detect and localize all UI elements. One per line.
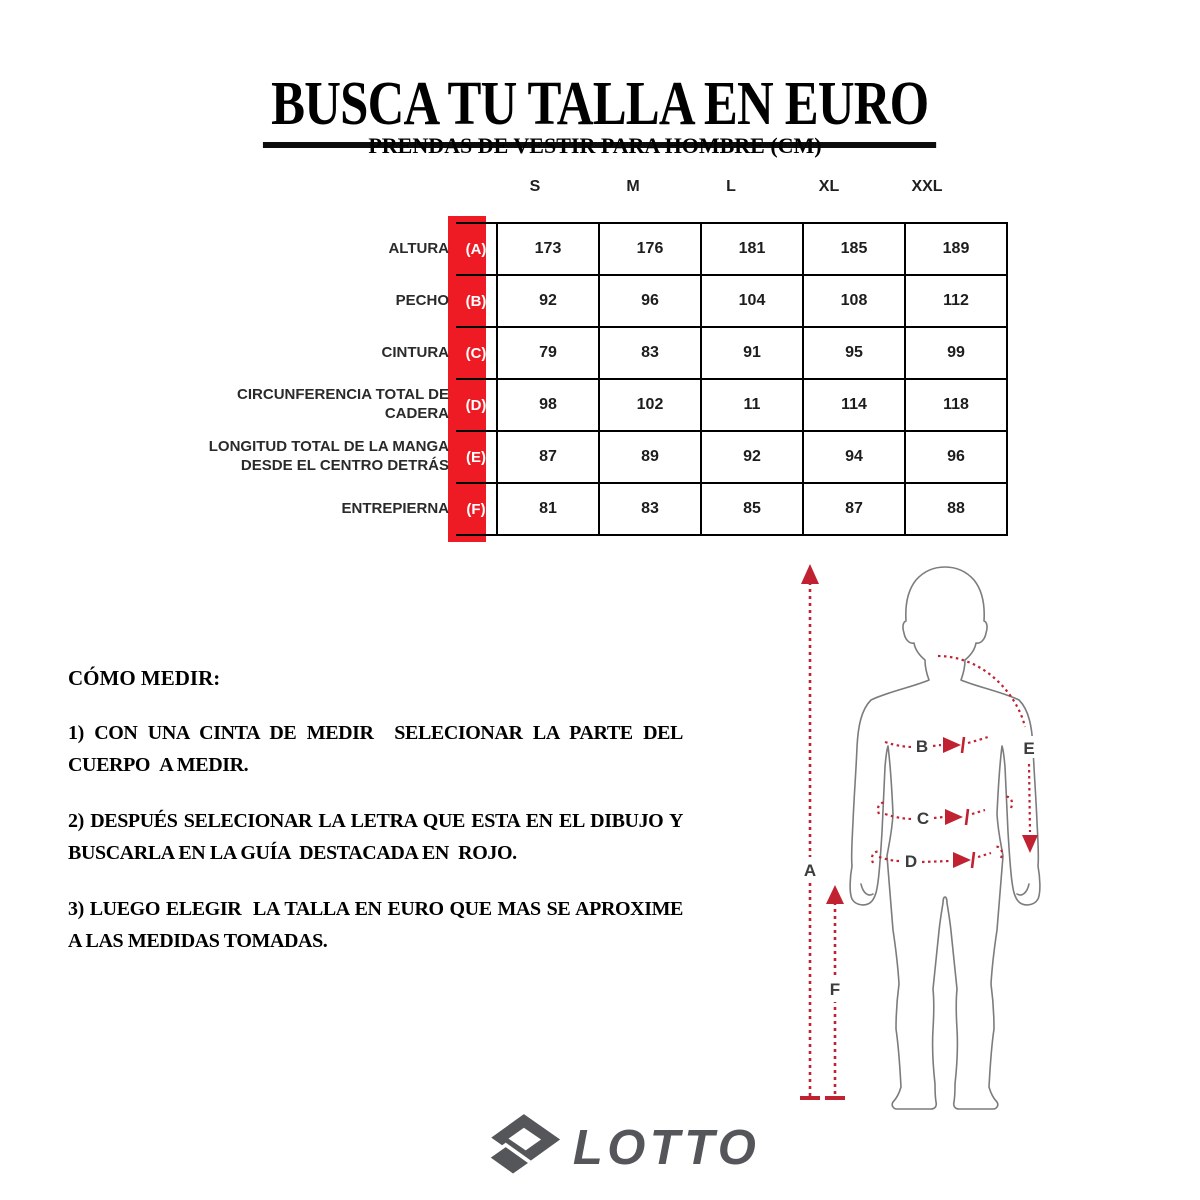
lotto-diamond-icon xyxy=(488,1114,561,1176)
size-value-cell: 87 xyxy=(803,483,905,535)
measure-line-d xyxy=(872,847,1002,871)
table-row xyxy=(180,223,1007,275)
size-value-cell: 99 xyxy=(905,327,1007,379)
row-label: LONGITUD TOTAL DE LA MANGA DESDE EL CENTRO DETRÁS xyxy=(208,438,449,474)
measurements-table xyxy=(180,222,1008,536)
size-value-cell: 181 xyxy=(701,223,803,275)
measure-label-f: F xyxy=(829,980,841,999)
row-letter-badge: (B) xyxy=(456,275,497,327)
size-column-header: L xyxy=(726,178,736,195)
size-value-cell: 96 xyxy=(599,275,701,327)
left-hand-detail xyxy=(861,884,873,895)
instruction-steps xyxy=(68,717,683,957)
measure-line-b xyxy=(885,737,988,756)
measure-line-c xyxy=(878,797,1012,828)
page-title: BUSCA TU TALLA EN EURO xyxy=(263,72,937,148)
male-figure-outline xyxy=(850,567,1040,1109)
size-value-cell: 92 xyxy=(701,431,803,483)
measure-label-a: A xyxy=(803,861,817,880)
instruction-step: 1) CON UNA CINTA DE MEDIR SELECIONAR LA PARTE DEL CUERPO A MEDIR. xyxy=(68,722,683,776)
measure-label-b: B xyxy=(915,737,929,756)
size-value-cell: 102 xyxy=(599,379,701,431)
size-column-header: XL xyxy=(818,178,840,195)
lotto-logo-graphic xyxy=(484,1112,774,1176)
size-table-block xyxy=(180,176,980,536)
measure-line-f xyxy=(825,885,845,1098)
size-value-cell: 98 xyxy=(497,379,599,431)
size-value-cell: 108 xyxy=(803,275,905,327)
table-row xyxy=(180,275,1007,327)
size-value-cell: 89 xyxy=(599,431,701,483)
table-row xyxy=(180,483,1007,535)
size-value-cell: 85 xyxy=(701,483,803,535)
header xyxy=(0,30,1200,189)
row-label: ALTURA xyxy=(388,239,449,257)
size-value-cell: 112 xyxy=(905,275,1007,327)
size-value-cell: 94 xyxy=(803,431,905,483)
size-value-cell: 83 xyxy=(599,327,701,379)
instructions-heading: CÓMO MEDIR: xyxy=(68,666,221,690)
row-letter-badge: (D) xyxy=(456,379,497,431)
size-value-cell: 79 xyxy=(497,327,599,379)
lotto-logo xyxy=(484,1112,774,1176)
size-value-cell: 92 xyxy=(497,275,599,327)
row-letter-badge: (E) xyxy=(456,431,497,483)
row-letter-badge: (C) xyxy=(456,327,497,379)
size-value-cell: 118 xyxy=(905,379,1007,431)
row-label: ENTREPIERNA xyxy=(341,499,449,517)
size-value-cell: 96 xyxy=(905,431,1007,483)
row-label: CIRCUNFERENCIA TOTAL DE CADERA xyxy=(237,386,449,422)
instruction-step: 3) LUEGO ELEGIR LA TALLA EN EURO QUE MAS SE APROXIME A LAS MEDIDAS TOMADAS. xyxy=(68,898,683,952)
body-measurement-diagram xyxy=(775,552,1125,1132)
row-label: CINTURA xyxy=(381,343,449,361)
size-value-cell: 104 xyxy=(701,275,803,327)
measure-line-e xyxy=(938,656,1039,853)
size-column-header: XXL xyxy=(911,178,943,195)
size-value-cell: 83 xyxy=(599,483,701,535)
measure-line-a xyxy=(800,564,820,1098)
size-value-cell: 95 xyxy=(803,327,905,379)
size-value-cell: 185 xyxy=(803,223,905,275)
size-value-cell: 88 xyxy=(905,483,1007,535)
size-value-cell: 91 xyxy=(701,327,803,379)
size-value-cell: 87 xyxy=(497,431,599,483)
measure-label-e: E xyxy=(1023,739,1035,758)
table-row xyxy=(180,327,1007,379)
measure-label-c: C xyxy=(916,809,930,828)
size-column-header: M xyxy=(626,178,640,195)
size-value-cell: 11 xyxy=(701,379,803,431)
page-subtitle: PRENDAS DE VESTIR PARA HOMBRE (CM) xyxy=(368,133,822,158)
table-row xyxy=(180,379,1007,431)
lotto-wordmark: LOTTO xyxy=(572,1120,761,1175)
measure-label-d: D xyxy=(904,852,918,871)
size-value-cell: 189 xyxy=(905,223,1007,275)
size-value-cell: 176 xyxy=(599,223,701,275)
right-hand-detail xyxy=(1017,884,1029,895)
how-to-measure-section xyxy=(68,666,683,981)
size-column-headers xyxy=(180,176,980,222)
table-row xyxy=(180,431,1007,483)
row-label: PECHO xyxy=(395,291,449,309)
size-column-header: S xyxy=(529,178,541,195)
row-letter-badge: (A) xyxy=(456,223,497,275)
size-value-cell: 114 xyxy=(803,379,905,431)
row-letter-badge: (F) xyxy=(456,483,497,535)
instruction-step: 2) DESPUÉS SELECIONAR LA LETRA QUE ESTA EN EL DIBUJO Y BUSCARLA EN LA GUÍA DESTACADA EN ROJO. xyxy=(68,810,683,864)
size-value-cell: 81 xyxy=(497,483,599,535)
size-value-cell: 173 xyxy=(497,223,599,275)
